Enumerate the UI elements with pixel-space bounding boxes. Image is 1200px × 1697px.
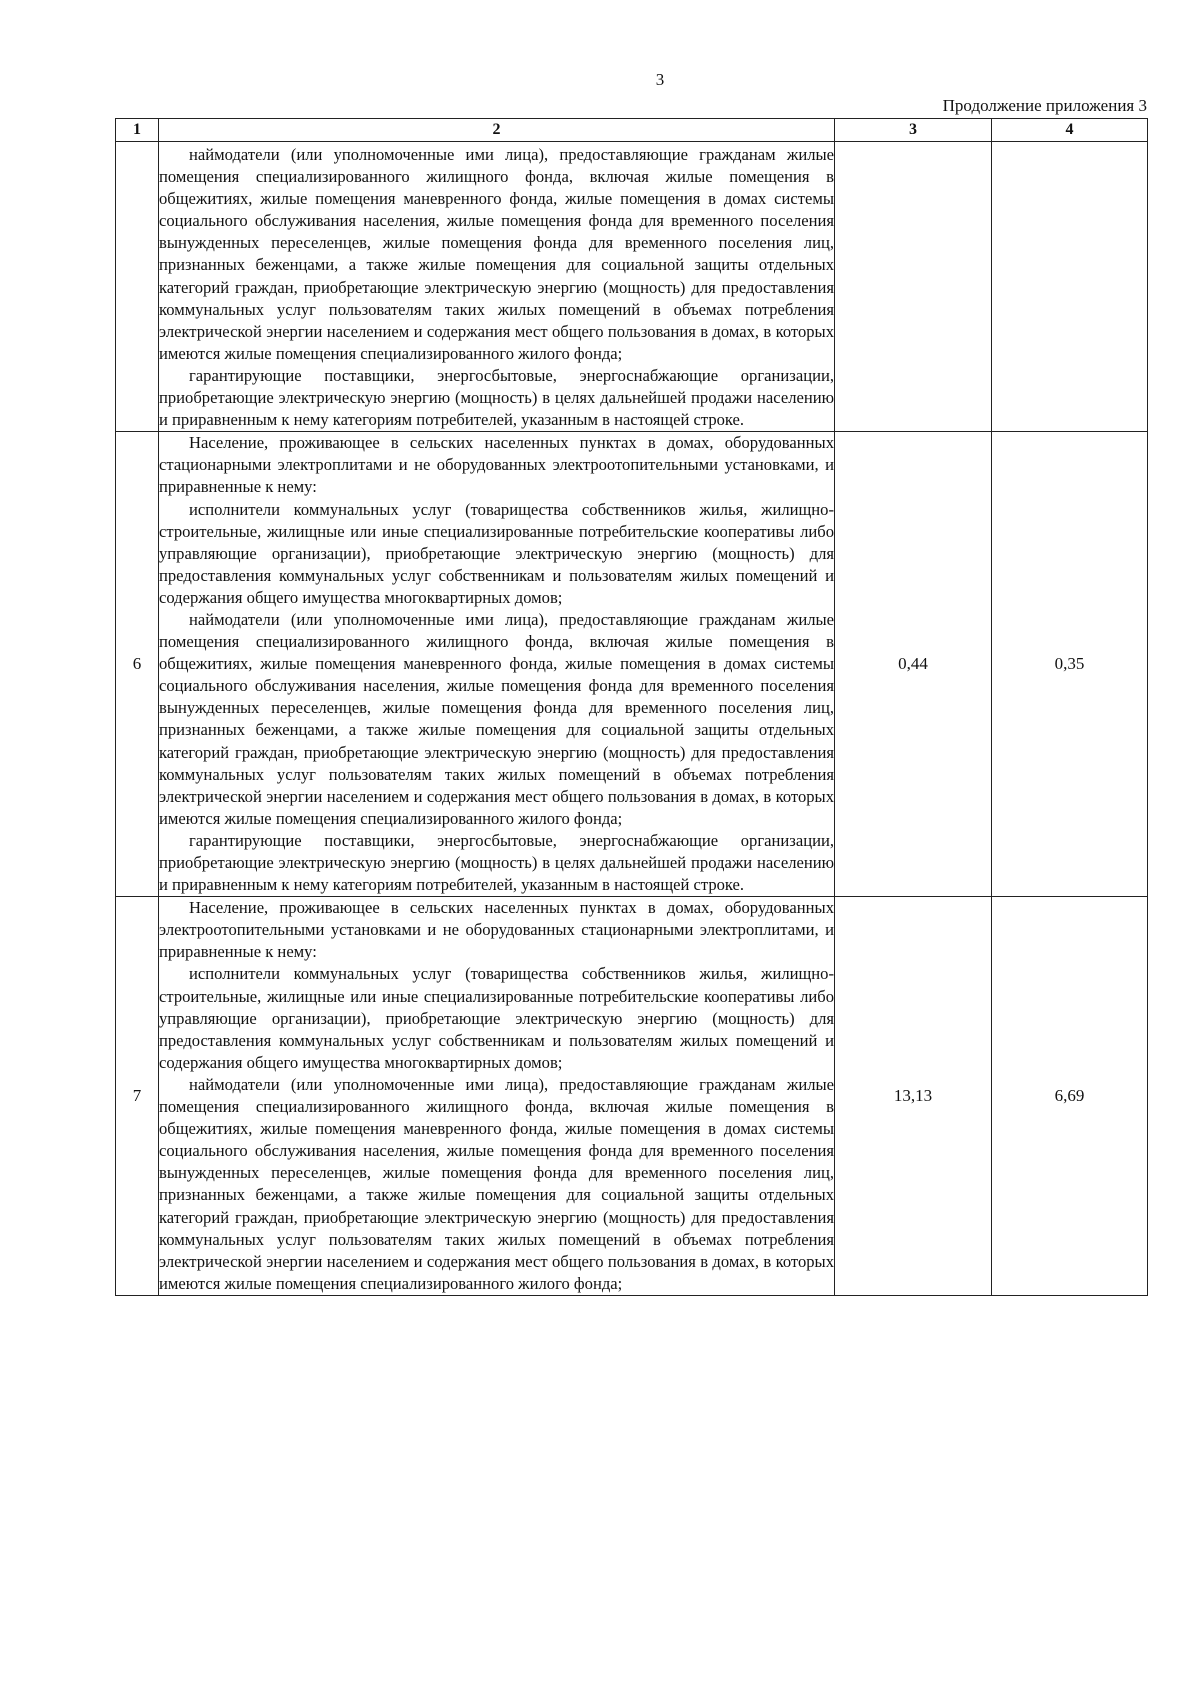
header-col-3: 3 [835, 119, 992, 142]
continuation-caption: Продолжение приложения 3 [942, 96, 1147, 115]
row-paragraph: наймодатели (или уполномоченные ими лица), предоставляющие гражданам жилые помещения специализированного жилищного фонда, включая жилые помещения в общежитиях, жилые помещения маневренного фонда, жилые помещения в домах системы социального обслуживания населения, жилые помещения фонда для временного поселения вынужденных переселенцев, жилые помещения фонда для временного поселения лиц, признанных беженцами, а также жилые помещения для социальной защиты отдельных категорий граждан, приобретающие электрическую энергию (мощность) для предоставления коммунальных услуг пользователям таких жилых помещений в объемах потребления электрической энергии населением и содержания мест общего пользования в домах, в которых имеются жилые помещения специализированного жилого фонда; [159, 145, 834, 363]
row-paragraph: гарантирующие поставщики, энергосбытовые, энергоснабжающие организации, приобретающие электрическую энергию (мощность) в целях дальнейшей продажи населению и приравненным к нему категориям потребителей, указанным в настоящей строке. [159, 830, 834, 895]
row-paragraph: наймодатели (или уполномоченные ими лица), предоставляющие гражданам жилые помещения специализированного жилищного фонда, включая жилые помещения в общежитиях, жилые помещения маневренного фонда, жилые помещения в домах системы социального обслуживания населения, жилые помещения фонда для временного поселения вынужденных переселенцев, жилые помещения фонда для временного поселения лиц, признанных беженцами, а также жилые помещения для социальной защиты отдельных категорий граждан, приобретающие электрическую энергию (мощность) для предоставления коммунальных услуг пользователям таких жилых помещений в объемах потребления электрической энергии населением и содержания мест общего пользования в домах, в которых имеются жилые помещения специализированного жилого фонда; [159, 1074, 834, 1293]
row-value-col4: 6,69 [992, 897, 1148, 1296]
table-row [116, 142, 1148, 432]
row-paragraph: Население, проживающее в сельских населенных пунктах в домах, оборудованных стационарными электроплитами и не оборудованных электроотопительными установками, и приравненные к нему: [159, 433, 834, 497]
row-paragraph: гарантирующие поставщики, энергосбытовые, энергоснабжающие организации, приобретающие электрическую энергию (мощность) в целях дальнейшей продажи населению и приравненным к нему категориям потребителей, указанным в настоящей строке. [159, 365, 834, 430]
page-number: 3 [655, 70, 665, 89]
header-col-2: 2 [159, 119, 835, 142]
row-value-col3: 0,44 [835, 432, 992, 897]
row-number [116, 142, 159, 432]
header-col-4: 4 [992, 119, 1148, 142]
row-value-col3: 13,13 [835, 897, 992, 1296]
table-header-row [116, 119, 1148, 142]
tariff-table [115, 118, 1148, 1296]
row-value-col3 [835, 142, 992, 432]
row-number: 6 [116, 432, 159, 897]
row-description [159, 142, 835, 432]
row-paragraph: исполнители коммунальных услуг (товарищества собственников жилья, жилищно-строительные, жилищные или иные специализированные потребительские кооперативы либо управляющие организации), приобретающие электрическую энергию (мощность) для предоставления коммунальных услуг собственникам и пользователям жилых помещений и содержания общего имущества многоквартирных домов; [159, 964, 834, 1072]
table-row [116, 432, 1148, 897]
row-paragraph: Население, проживающее в сельских населенных пунктах в домах, оборудованных электроотопительными установками и не оборудованных стационарными электроплитами, и приравненные к нему: [159, 898, 834, 962]
row-description [159, 897, 835, 1296]
row-value-col4: 0,35 [992, 432, 1148, 897]
table-row [116, 897, 1148, 1296]
row-number: 7 [116, 897, 159, 1296]
row-description [159, 432, 835, 897]
row-paragraph: наймодатели (или уполномоченные ими лица), предоставляющие гражданам жилые помещения специализированного жилищного фонда, включая жилые помещения в общежитиях, жилые помещения маневренного фонда, жилые помещения в домах системы социального обслуживания населения, жилые помещения фонда для временного поселения вынужденных переселенцев, жилые помещения фонда для временного поселения лиц, признанных беженцами, а также жилые помещения для социальной защиты отдельных категорий граждан, приобретающие электрическую энергию (мощность) для предоставления коммунальных услуг пользователям таких жилых помещений в объемах потребления электрической энергии населением и содержания мест общего пользования в домах, в которых имеются жилые помещения специализированного жилого фонда; [159, 609, 834, 828]
header-col-1: 1 [116, 119, 159, 142]
row-paragraph: исполнители коммунальных услуг (товарищества собственников жилья, жилищно-строительные, жилищные или иные специализированные потребительские кооперативы либо управляющие организации), приобретающие электрическую энергию (мощность) для предоставления коммунальных услуг собственникам и пользователям жилых помещений и содержания общего имущества многоквартирных домов; [159, 499, 834, 607]
row-value-col4 [992, 142, 1148, 432]
